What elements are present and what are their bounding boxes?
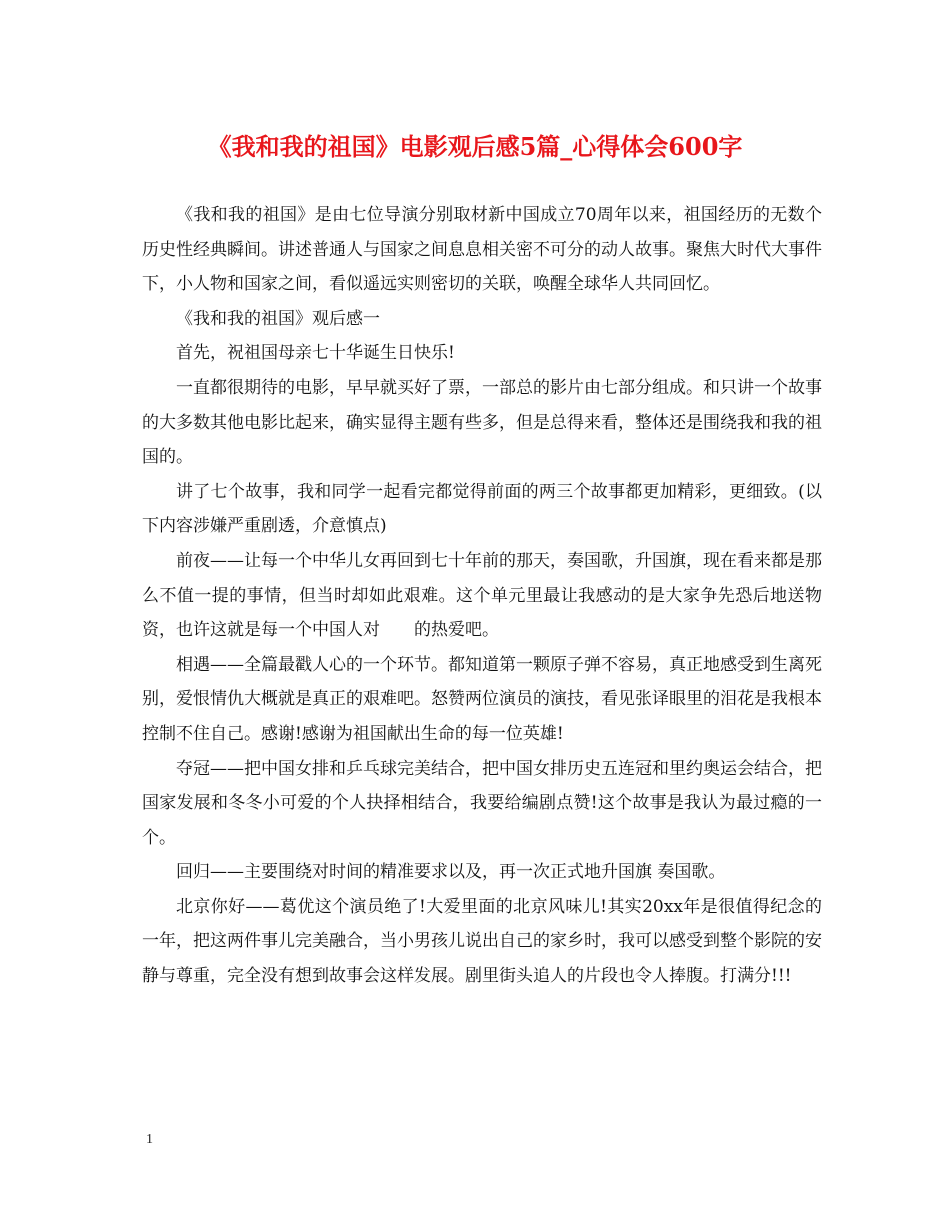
page-number: 1 <box>146 1132 153 1147</box>
paragraph-greeting: 首先，祝祖国母亲七十华诞生日快乐! <box>176 343 455 364</box>
document-body <box>142 198 822 994</box>
section-heading: 《我和我的祖国》观后感一 <box>176 308 380 329</box>
paragraph-xiangyu: 相遇——全篇最戳人心的一个环节。都知道第一颗原子弹不容易，真正地感受到生离死别，爱恨情仇大概就是真正的艰难吧。怒赞两位演员的演技，看见张译眼里的泪花是我根本控制不住自己。感谢!感谢为祖国献出生命的每一位英雄! <box>142 654 822 744</box>
paragraph-qianye: 前夜——让每一个中华儿女再回到七十年前的那天，奏国歌，升国旗，现在看来都是那么不值一提的事情，但当时却如此艰难。这个单元里最让我感动的是大家争先恐后地送物资，也许这就是每一个中国人对 的热爱吧。 <box>142 550 822 641</box>
paragraph-huigui: 回归——主要围绕对时间的精准要求以及，再一次正式地升国旗 奏国歌。 <box>176 862 726 883</box>
paragraph-seven-stories: 讲了七个故事，我和同学一起看完都觉得前面的两三个故事都更加精彩，更细致。(以下内容涉嫌严重剧透，介意慎点) <box>142 481 822 537</box>
paragraph-beijing-nihao: 北京你好——葛优这个演员绝了!大爱里面的北京风味儿!其实20xx年是很值得纪念的一年，把这两件事儿完美融合，当小男孩儿说出自己的家乡时，我可以感受到整个影院的安静与尊重，完全没有想到故事会这样发展。剧里街头追人的片段也令人捧腹。打满分!!! <box>142 896 822 987</box>
paragraph-overview: 一直都很期待的电影，早早就买好了票，一部总的影片由七部分组成。和只讲一个故事的大多数其他电影比起来，确实显得主题有些多，但是总得来看，整体还是围绕我和我的祖国的。 <box>142 377 822 468</box>
paragraph-duoguan: 夺冠——把中国女排和乒乓球完美结合，把中国女排历史五连冠和里约奥运会结合，把国家发展和冬冬小可爱的个人抉择相结合，我要给编剧点赞!这个故事是我认为最过瘾的一个。 <box>142 758 822 848</box>
document-title: 《我和我的祖国》电影观后感5篇_心得体会600字 <box>207 132 743 161</box>
paragraph-intro: 《我和我的祖国》是由七位导演分别取材新中国成立70周年以来，祖国经历的无数个历史性经典瞬间。讲述普通人与国家之间息息相关密不可分的动人故事。聚焦大时代大事件下，小人物和国家之间，看似遥远实则密切的关联，唤醒全球华人共同回忆。 <box>142 205 822 295</box>
